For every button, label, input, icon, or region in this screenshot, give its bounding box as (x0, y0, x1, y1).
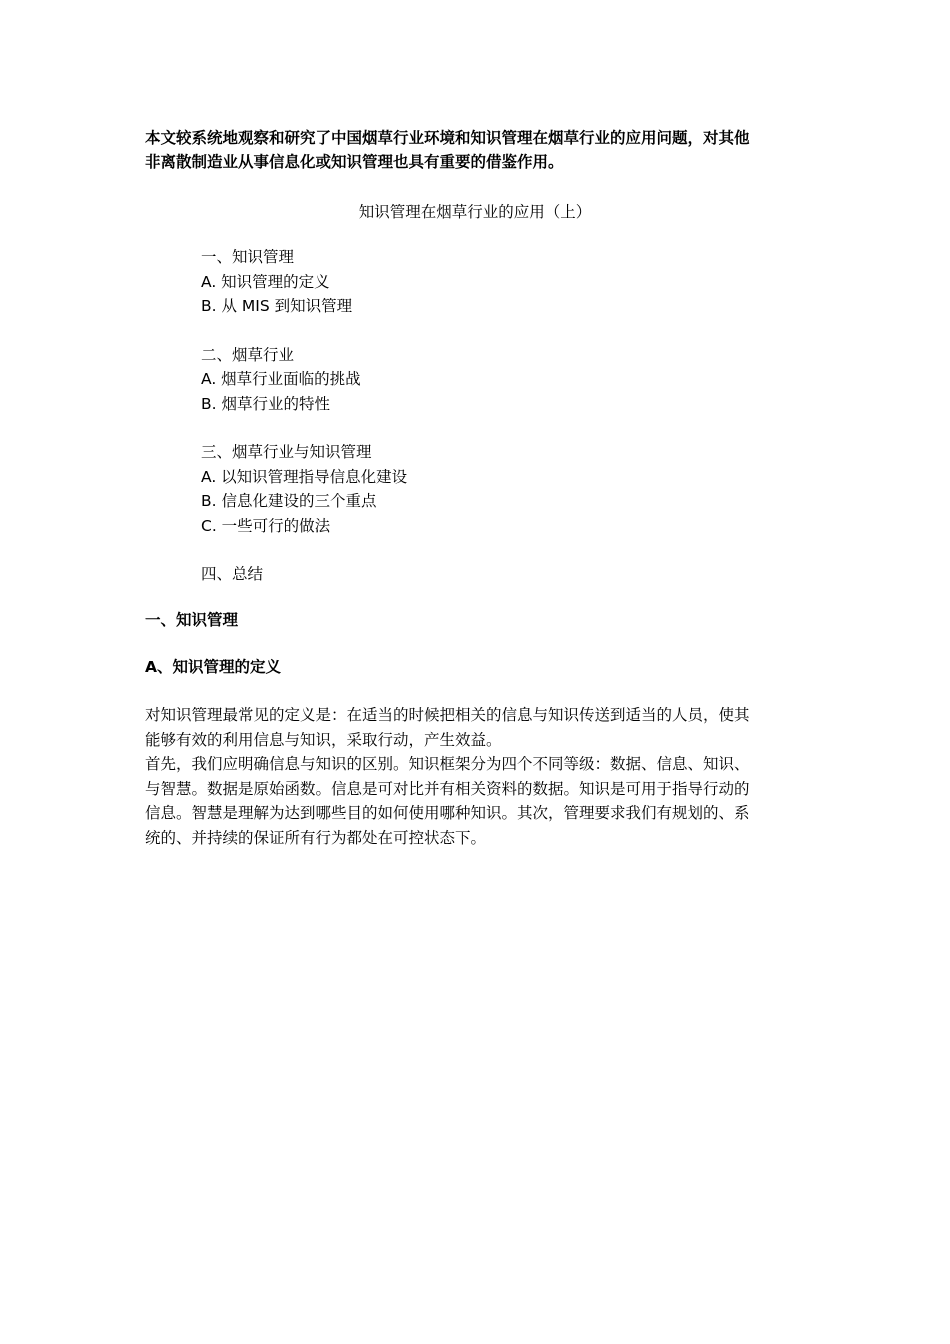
toc-item: A. 以知识管理指导信息化建设 (201, 467, 408, 486)
toc-item: B. 从 MIS 到知识管理 (201, 297, 353, 315)
body-line: 首先，我们应明确信息与知识的区别。知识框架分为四个不同等级：数据、信息、知识、 (145, 755, 750, 773)
toc-item: B. 烟草行业的特性 (201, 394, 330, 413)
toc-item: B. 信息化建设的三个重点 (201, 492, 377, 510)
intro-line: 非离散制造业从事信息化或知识管理也具有重要的借鉴作用。 (145, 153, 564, 171)
body-line: 与智慧。数据是原始函数。信息是可对比并有相关资料的数据。知识是可用于指导行动的 (145, 779, 750, 798)
toc-heading: 一、知识管理 (201, 248, 295, 266)
toc-heading: 四、总结 (201, 565, 264, 583)
body-line: 能够有效的利用信息与知识，采取行动，产生效益。 (145, 730, 502, 749)
subsection-heading: A、知识管理的定义 (145, 658, 281, 676)
toc-group (201, 245, 801, 319)
section-heading: 一、知识管理 (145, 611, 239, 629)
table-of-contents (201, 245, 801, 611)
toc-group (201, 562, 801, 587)
body-line: 信息。智慧是理解为达到哪些目的如何使用哪种知识。其次，管理要求我们有规划的、系 (145, 804, 750, 822)
toc-item: C. 一些可行的做法 (201, 516, 331, 535)
body-paragraph (145, 703, 805, 850)
toc-item: A. 烟草行业面临的挑战 (201, 370, 361, 388)
toc-heading: 三、烟草行业与知识管理 (201, 443, 372, 461)
toc-group (201, 440, 801, 538)
toc-item: A. 知识管理的定义 (201, 272, 330, 291)
intro-line: 本文较系统地观察和研究了中国烟草行业环境和知识管理在烟草行业的应用问题，对其他 (145, 129, 750, 147)
toc-group (201, 343, 801, 417)
document-title: 知识管理在烟草行业的应用（上） (358, 203, 592, 221)
intro-paragraph (145, 126, 805, 174)
body-line: 统的、并持续的保证所有行为都处在可控状态下。 (145, 828, 487, 847)
toc-heading: 二、烟草行业 (201, 345, 295, 364)
body-line: 对知识管理最常见的定义是：在适当的时候把相关的信息与知识传送到适当的人员，使其 (145, 706, 750, 724)
